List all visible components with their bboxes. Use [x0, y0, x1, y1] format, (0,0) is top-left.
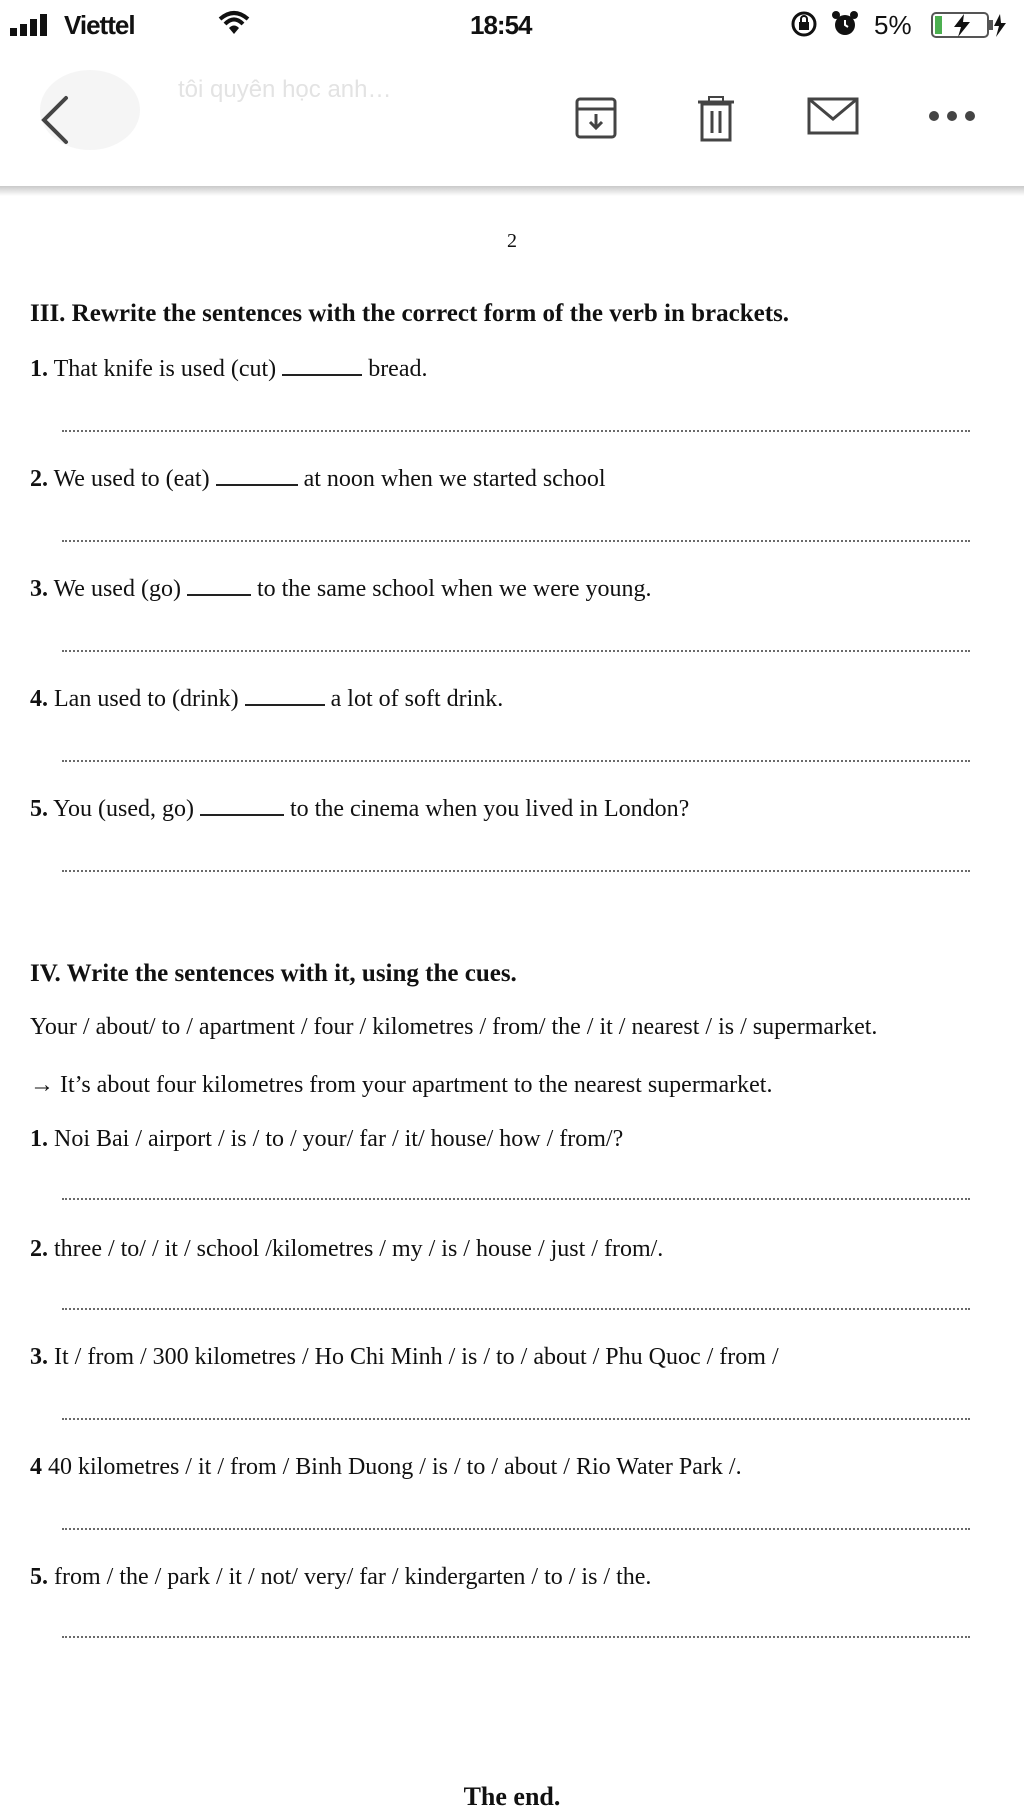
exercise-3-item-4: 4. Lan used to (drink) a lot of soft drink.	[30, 686, 504, 712]
sender-name: tôi quyên học anh…	[178, 76, 392, 103]
page-number: 2	[507, 230, 517, 252]
answer-blank	[245, 686, 325, 706]
section-4-title: IV. Write the sentences with it, using the cues.	[30, 960, 517, 987]
exercise-3-item-1: 1. That knife is used (cut) bread.	[30, 356, 428, 382]
answer-blank	[187, 576, 251, 596]
exercise-4-item-1: 1. Noi Bai / airport / is / to / your/ far / it/ house/ how / from/?	[30, 1126, 624, 1152]
example-cue: Your / about/ to / apartment / four / kilometres / from/ the / it / nearest / is / supermarket.	[30, 1014, 878, 1040]
answer-blank	[216, 466, 298, 486]
exercise-4-item-5: 5. from / the / park / it / not/ very/ far / kindergarten / to / is / the.	[30, 1564, 652, 1590]
exercise-3-item-5: 5. You (used, go) to the cinema when you lived in London?	[30, 796, 690, 822]
answer-line	[62, 1528, 970, 1530]
answer-blank	[282, 356, 362, 376]
exercise-4-item-4: 4 40 kilometres / it / from / Binh Duong / is / to / about / Rio Water Park /.	[30, 1454, 742, 1480]
section-3-title: III. Rewrite the sentences with the correct form of the verb in brackets.	[30, 300, 790, 327]
answer-line	[62, 430, 970, 432]
carrier-name: Viettel	[64, 10, 135, 40]
exercise-3-item-2: 2. We used to (eat) at noon when we started school	[30, 466, 606, 492]
answer-blank	[200, 796, 284, 816]
answer-line	[62, 1308, 970, 1310]
end-text: The end.	[463, 1782, 561, 1811]
battery-percentage: 5%	[874, 10, 912, 40]
answer-line	[62, 1418, 970, 1420]
clock: 18:54	[470, 10, 532, 40]
answer-line	[62, 650, 970, 652]
example-answer: → It’s about four kilometres from your apartment to the nearest supermarket.	[30, 1072, 773, 1098]
exercise-4-item-2: 2. three / to/ / it / school /kilometres / my / is / house / just / from/.	[30, 1236, 664, 1262]
answer-line	[62, 870, 970, 872]
answer-line	[62, 760, 970, 762]
answer-line	[62, 1636, 970, 1638]
answer-line	[62, 540, 970, 542]
exercise-4-item-3: 3. It / from / 300 kilometres / Ho Chi Minh / is / to / about / Phu Quoc / from /	[30, 1344, 779, 1370]
exercise-3-item-3: 3. We used (go) to the same school when we were young.	[30, 576, 652, 602]
answer-line	[62, 1198, 970, 1200]
